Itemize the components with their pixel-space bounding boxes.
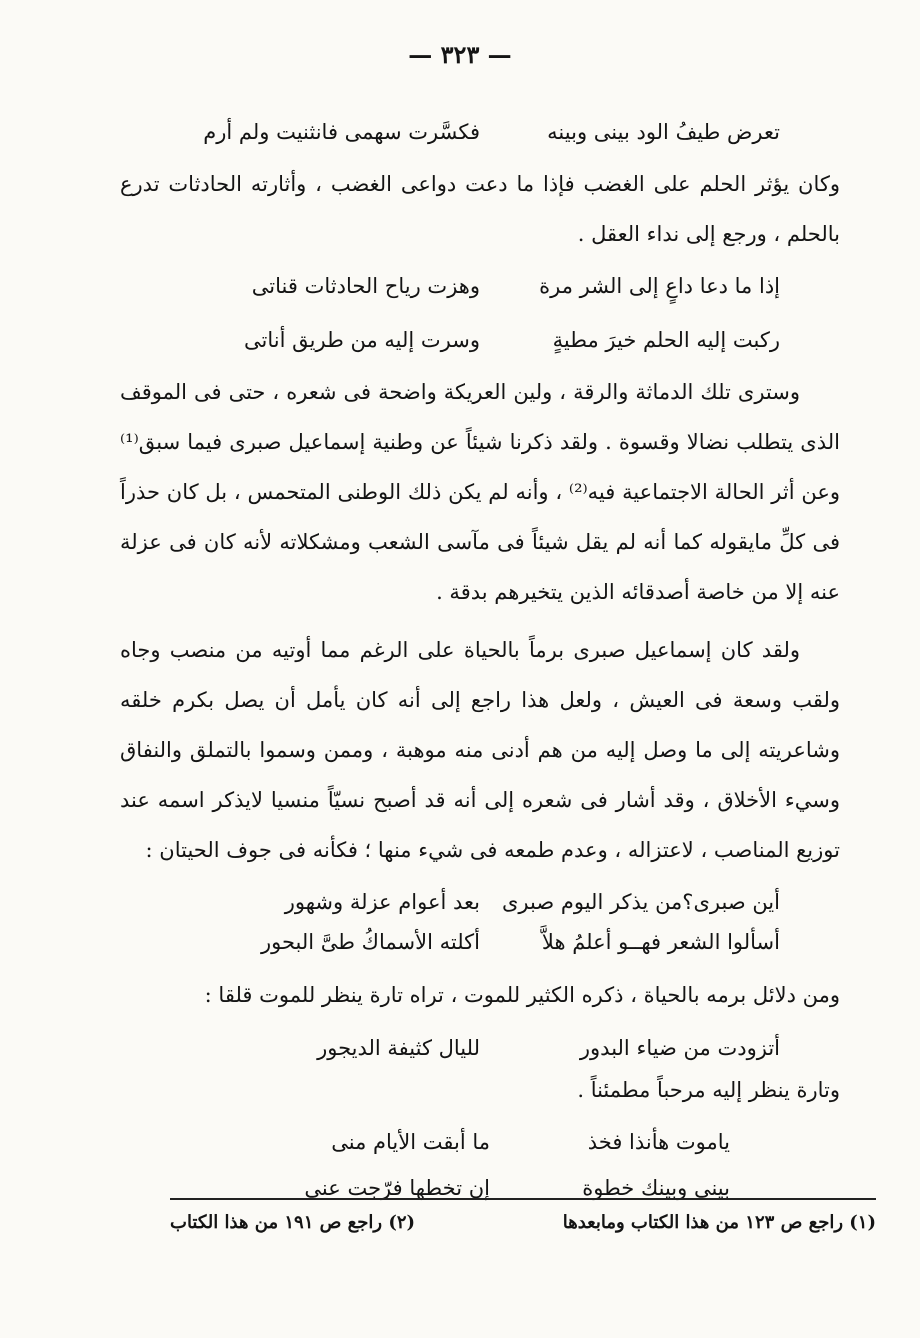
paragraph-text: ولقد كان إسماعيل صبرى برماً بالحياة على الرغم مما أوتيه من منصب وجاه ولقب وسعة فى العيش ، ولعل هذا راجع إلى أنه كان يأمل أن يصل بكرم خلقه وشاعريته إلى ما وصل إليه من هم أدنى منه موهبة ، وممن وسموا بالتملق والنفاق وسيء الأخلاق ، وقد أشار فى شعره إلى أنه قد أصبح نسيّاً منسيا لايذكر اسمه عند توزيع المناصب ، لاعتزاله ، وعدم طمعه فى شيء منها ؛ فكأنه فى جوف الحيتان : — [120, 638, 841, 862]
verse-hemistich-1: بينى وبينك خطوة — [582, 1176, 730, 1200]
verse-hemistich-1: أين صبرى؟من يذكر اليوم صبرى — [501, 890, 780, 914]
page-body — [120, 105, 840, 1215]
verse-hemistich-2: وسرت إليه من طريق أناتى — [244, 328, 480, 352]
paragraph-weariness — [120, 625, 840, 875]
verse-hemistich-2: فكسَّرت سهمى فانثنيت ولم أرم — [203, 120, 480, 144]
verse-line — [120, 915, 840, 969]
footnotes — [170, 1212, 876, 1233]
verse-line — [120, 313, 840, 367]
verse-hemistich-2: وهزت رياح الحادثات قناتى — [251, 274, 480, 298]
verse-hemistich-1: أتزودت من ضياء البدور — [579, 1036, 780, 1060]
verse-line — [120, 105, 840, 159]
verse-hemistich-1: تعرض طيفُ الود بينى وبينه — [547, 120, 780, 144]
paragraph-text: وسترى تلك الدماثة والرقة ، ولين العريكة واضحة فى شعره ، حتى فى الموقف الذى يتطلب نضالا وقسوة . ولقد ذكرنا شيئاً عن وطنية إسماعيل صبرى فيما سبق⁽¹⁾ وعن أثر الحالة الاجتماعية فيه⁽²⁾ ، وأنه لم يكن ذلك الوطنى المتحمس ، بل كان حذراً فى كلِّ مايقوله كما أنه لم يقل شيئاً فى مآسى الشعب ومشكلاته لأنه كان فى عزلة عنه إلا من خاصة أصدقائه الذين يتخيرهم بدقة . — [120, 380, 840, 604]
paragraph-text: وكان يؤثر الحلم على الغضب فإذا ما دعت دواعى الغضب ، وأثارته الحادثات تدرع بالحلم ، ورجع إلى نداء العقل . — [120, 172, 840, 246]
verse-hemistich-1: ركبت إليه الحلم خيرَ مطيةٍ — [552, 328, 780, 352]
footnote-2: (٢) راجع ص ١٩١ من هذا الكتاب — [170, 1212, 416, 1233]
verse-hemistich-2: ما أبقت الأيام منى — [331, 1130, 490, 1154]
page-number: — ٣٢٣ — — [408, 40, 512, 69]
verse-hemistich-1: ياموت هأنذا فخذ — [587, 1130, 730, 1154]
verse-hemistich-2: بعد أعوام عزلة وشهور — [284, 890, 480, 914]
verse-hemistich-2: لليال كثيفة الديجور — [317, 1036, 480, 1060]
verse-line — [120, 259, 840, 313]
verse-hemistich-2: أكلته الأسماكُ طىَّ البحور — [261, 930, 480, 954]
footnote-1: (١) راجع ص ١٢٣ من هذا الكتاب ومابعدها — [562, 1212, 876, 1233]
paragraph-gentleness — [120, 367, 840, 617]
paragraph-text: ومن دلائل برمه بالحياة ، ذكره الكثير للموت ، تراه تارة ينظر للموت قلقا : — [204, 983, 840, 1007]
verse-line — [120, 1161, 840, 1215]
verse-hemistich-1: إذا ما دعا داعٍ إلى الشر مرة — [539, 274, 780, 298]
paragraph-patience — [120, 159, 840, 259]
paragraph-text: وتارة ينظر إليه مرحباً مطمئناً . — [577, 1078, 840, 1102]
verse-hemistich-1: أسألوا الشعر فهــو أعلمُ هلاَّ — [541, 930, 780, 954]
verse-line — [120, 1021, 840, 1075]
footnote-divider — [170, 1198, 876, 1200]
verse-hemistich-2: إن تخطها فرّجت عنى — [304, 1176, 490, 1200]
